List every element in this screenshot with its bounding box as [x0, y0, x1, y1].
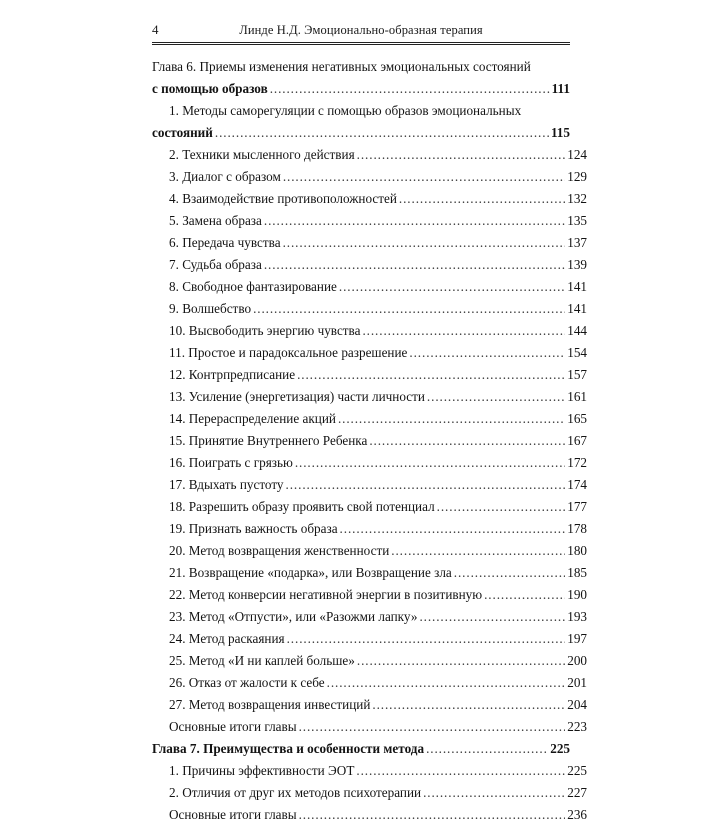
toc-item-entry[interactable] — [152, 254, 587, 276]
toc-item-entry[interactable] — [152, 320, 587, 342]
toc-entry-title: 4. Взаимодействие противоположностей — [169, 191, 397, 206]
toc-item-entry[interactable] — [152, 474, 587, 496]
toc-entry-page-number: 167 — [567, 433, 587, 448]
toc-item-entry[interactable] — [152, 518, 587, 540]
toc-entry-page-number: 223 — [567, 719, 587, 734]
toc-entry-title: 10. Высвободить энергию чувства — [169, 323, 361, 338]
toc-entry-title: 21. Возвращение «подарка», или Возвращение зла — [169, 565, 452, 580]
toc-entry-row — [169, 408, 587, 430]
toc-entry-page-number: 204 — [567, 697, 587, 712]
toc-item-entry[interactable] — [152, 100, 587, 144]
toc-entry-row — [169, 496, 587, 518]
toc-item-entry[interactable] — [152, 210, 587, 232]
toc-entry-row — [169, 540, 587, 562]
toc-item-entry[interactable] — [152, 760, 587, 782]
toc-entry-row — [169, 672, 587, 694]
dot-leader — [369, 430, 565, 452]
dot-leader — [357, 650, 565, 672]
table-of-contents — [152, 56, 587, 826]
toc-entry-row — [169, 628, 587, 650]
toc-entry-page-number: 124 — [567, 147, 587, 162]
toc-entry-title: 5. Замена образа — [169, 213, 262, 228]
toc-entry-title-line-2-row — [152, 78, 570, 100]
dot-leader — [283, 232, 566, 254]
toc-entry-page-number: 111 — [551, 81, 570, 96]
toc-entry-row — [169, 716, 587, 738]
dot-leader — [409, 342, 565, 364]
toc-entry-row — [169, 254, 587, 276]
dot-leader — [391, 540, 565, 562]
toc-item-entry[interactable] — [152, 364, 587, 386]
toc-entry-page-number: 201 — [567, 675, 587, 690]
dot-leader — [264, 254, 565, 276]
toc-entry-title: 1. Причины эффективности ЭОТ — [169, 763, 355, 778]
dot-leader — [264, 210, 565, 232]
toc-entry-page-number: 174 — [567, 477, 587, 492]
toc-item-entry[interactable] — [152, 628, 587, 650]
toc-entry-row — [169, 166, 587, 188]
toc-entry-title: 7. Судьба образа — [169, 257, 262, 272]
toc-entry-row — [169, 232, 587, 254]
dot-leader — [299, 716, 566, 738]
toc-entry-title: 2. Техники мысленного действия — [169, 147, 355, 162]
toc-entry-row — [169, 694, 587, 716]
toc-entry-page-number: 144 — [567, 323, 587, 338]
toc-entry-row — [169, 804, 587, 826]
toc-item-entry[interactable] — [152, 342, 587, 364]
dot-leader — [287, 628, 566, 650]
dot-leader — [295, 452, 565, 474]
toc-item-entry[interactable] — [152, 694, 587, 716]
toc-item-entry[interactable] — [152, 496, 587, 518]
running-header-title: Линде Н.Д. Эмоционально-образная терапия — [239, 23, 483, 37]
toc-entry-title: 19. Признать важность образа — [169, 521, 338, 536]
toc-entry-title: 26. Отказ от жалости к себе — [169, 675, 325, 690]
toc-entry-page-number: 227 — [567, 785, 587, 800]
toc-entry-page-number: 172 — [567, 455, 587, 470]
toc-entry-row — [169, 452, 587, 474]
toc-entry-page-number: 236 — [567, 807, 587, 822]
toc-entry-page-number: 141 — [567, 279, 587, 294]
dot-leader — [339, 276, 565, 298]
dot-leader — [297, 364, 565, 386]
toc-entry-page-number: 115 — [550, 125, 570, 140]
toc-item-entry[interactable] — [152, 430, 587, 452]
toc-entry-title: 8. Свободное фантазирование — [169, 279, 337, 294]
toc-entry-page-number: 225 — [550, 741, 570, 756]
toc-entry-row — [169, 188, 587, 210]
toc-entry-page-number: 129 — [567, 169, 587, 184]
toc-entry-row — [169, 760, 587, 782]
toc-entry-title: 6. Передача чувства — [169, 235, 281, 250]
toc-entry-title-line-2: состояний — [152, 125, 213, 140]
toc-entry-title: 3. Диалог с образом — [169, 169, 281, 184]
toc-entry-page-number: 154 — [567, 345, 587, 360]
toc-entry-title: 16. Поиграть с грязью — [169, 455, 293, 470]
dot-leader — [356, 760, 565, 782]
toc-entry-title: 2. Отличия от друг их методов психотерапии — [169, 785, 422, 800]
toc-entry-row — [169, 430, 587, 452]
toc-entry-title: 25. Метод «И ни каплей больше» — [169, 653, 355, 668]
toc-entry-title: Основные итоги главы — [169, 807, 297, 822]
page-folio-number: 4 — [152, 22, 159, 37]
dot-leader — [437, 496, 566, 518]
toc-entry-page-number: 137 — [567, 235, 587, 250]
toc-item-entry[interactable] — [152, 804, 587, 826]
toc-entry-title: 20. Метод возвращения женственности — [169, 543, 390, 558]
toc-entry-row — [169, 210, 587, 232]
toc-item-entry[interactable] — [152, 782, 587, 804]
toc-item-entry[interactable] — [152, 232, 587, 254]
dot-leader — [423, 782, 565, 804]
dot-leader — [454, 562, 565, 584]
header-divider-rule — [152, 42, 570, 45]
toc-entry-title-line-2-row — [152, 122, 570, 144]
toc-entry-title-line-1: Глава 6. Приемы изменения негативных эмоциональных состояний — [152, 59, 531, 74]
dot-leader — [338, 408, 565, 430]
dot-leader — [253, 298, 565, 320]
toc-entry-title: 18. Разрешить образу проявить свой потенциал — [169, 499, 435, 514]
toc-entry-row — [169, 386, 587, 408]
toc-entry-row — [169, 606, 587, 628]
toc-entry-title: Глава 7. Преимущества и особенности метода — [152, 741, 425, 756]
dot-leader — [283, 166, 565, 188]
toc-item-entry[interactable] — [152, 584, 587, 606]
toc-entry-title-line-2: с помощью образов — [152, 81, 268, 96]
running-header — [152, 22, 570, 40]
dot-leader — [286, 474, 566, 496]
toc-entry-title: 13. Усиление (энергетизация) части личности — [169, 389, 425, 404]
toc-entry-title: 27. Метод возвращения инвестиций — [169, 697, 371, 712]
toc-entry-page-number: 197 — [567, 631, 587, 646]
toc-entry-title: 12. Контрпредписание — [169, 367, 296, 382]
toc-entry-row — [169, 650, 587, 672]
header-rule-lower — [152, 44, 570, 45]
dot-leader — [484, 584, 565, 606]
toc-entry-page-number: 193 — [567, 609, 587, 624]
toc-item-entry[interactable] — [152, 408, 587, 430]
toc-entry-row — [169, 474, 587, 496]
toc-entry-title-line-1: 1. Методы саморегуляции с помощью образов эмоциональных — [169, 103, 522, 118]
toc-item-entry[interactable] — [152, 716, 587, 738]
toc-entry-page-number: 165 — [567, 411, 587, 426]
toc-item-entry[interactable] — [152, 298, 587, 320]
toc-entry-row — [152, 738, 570, 760]
toc-entry-page-number: 141 — [567, 301, 587, 316]
toc-entry-title: 11. Простое и парадоксальное разрешение — [169, 345, 408, 360]
header-rule-upper — [152, 42, 570, 43]
toc-entry-row — [169, 342, 587, 364]
toc-item-entry[interactable] — [152, 562, 587, 584]
toc-item-entry[interactable] — [152, 650, 587, 672]
toc-entry-page-number: 135 — [567, 213, 587, 228]
toc-item-entry[interactable] — [152, 606, 587, 628]
toc-item-entry[interactable] — [152, 672, 587, 694]
toc-entry-row — [169, 518, 587, 540]
toc-entry-row — [169, 144, 587, 166]
toc-entry-title: 9. Волшебство — [169, 301, 252, 316]
toc-entry-row — [169, 584, 587, 606]
toc-entry-page-number: 177 — [567, 499, 587, 514]
toc-item-entry[interactable] — [152, 452, 587, 474]
toc-chapter-entry[interactable] — [152, 738, 570, 760]
toc-entry-page-number: 185 — [567, 565, 587, 580]
dot-leader — [419, 606, 565, 628]
dot-leader — [215, 122, 549, 144]
toc-chapter-entry[interactable] — [152, 56, 570, 100]
toc-entry-row — [169, 276, 587, 298]
toc-entry-row — [169, 364, 587, 386]
toc-item-entry[interactable] — [152, 540, 587, 562]
toc-entry-page-number: 225 — [567, 763, 587, 778]
toc-entry-page-number: 190 — [567, 587, 587, 602]
toc-entry-title: 17. Вдыхать пустоту — [169, 477, 284, 492]
dot-leader — [299, 804, 566, 826]
toc-item-entry[interactable] — [152, 276, 587, 298]
toc-entry-title: 15. Принятие Внутреннего Ребенка — [169, 433, 368, 448]
toc-entry-page-number: 132 — [567, 191, 587, 206]
dot-leader — [372, 694, 565, 716]
toc-entry-row — [169, 298, 587, 320]
toc-entry-page-number: 178 — [567, 521, 587, 536]
toc-entry-title: 24. Метод раскаяния — [169, 631, 285, 646]
toc-entry-page-number: 157 — [567, 367, 587, 382]
toc-entry-row — [169, 320, 587, 342]
toc-item-entry[interactable] — [152, 166, 587, 188]
dot-leader — [362, 320, 565, 342]
toc-item-entry[interactable] — [152, 188, 587, 210]
dot-leader — [357, 144, 566, 166]
toc-entry-page-number: 180 — [567, 543, 587, 558]
toc-item-entry[interactable] — [152, 144, 587, 166]
dot-leader — [340, 518, 566, 540]
toc-entry-row — [169, 782, 587, 804]
dot-leader — [327, 672, 566, 694]
dot-leader — [270, 78, 550, 100]
toc-entry-page-number: 139 — [567, 257, 587, 272]
dot-leader — [399, 188, 565, 210]
dot-leader — [426, 738, 548, 760]
toc-entry-title: 23. Метод «Отпусти», или «Разожми лапку» — [169, 609, 418, 624]
toc-entry-title: 22. Метод конверсии негативной энергии в позитивную — [169, 587, 483, 602]
dot-leader — [427, 386, 565, 408]
toc-entry-page-number: 200 — [567, 653, 587, 668]
toc-entry-page-number: 161 — [567, 389, 587, 404]
toc-entry-title: 14. Перераспределение акций — [169, 411, 336, 426]
toc-entry-row — [169, 562, 587, 584]
toc-entry-title: Основные итоги главы — [169, 719, 297, 734]
toc-item-entry[interactable] — [152, 386, 587, 408]
